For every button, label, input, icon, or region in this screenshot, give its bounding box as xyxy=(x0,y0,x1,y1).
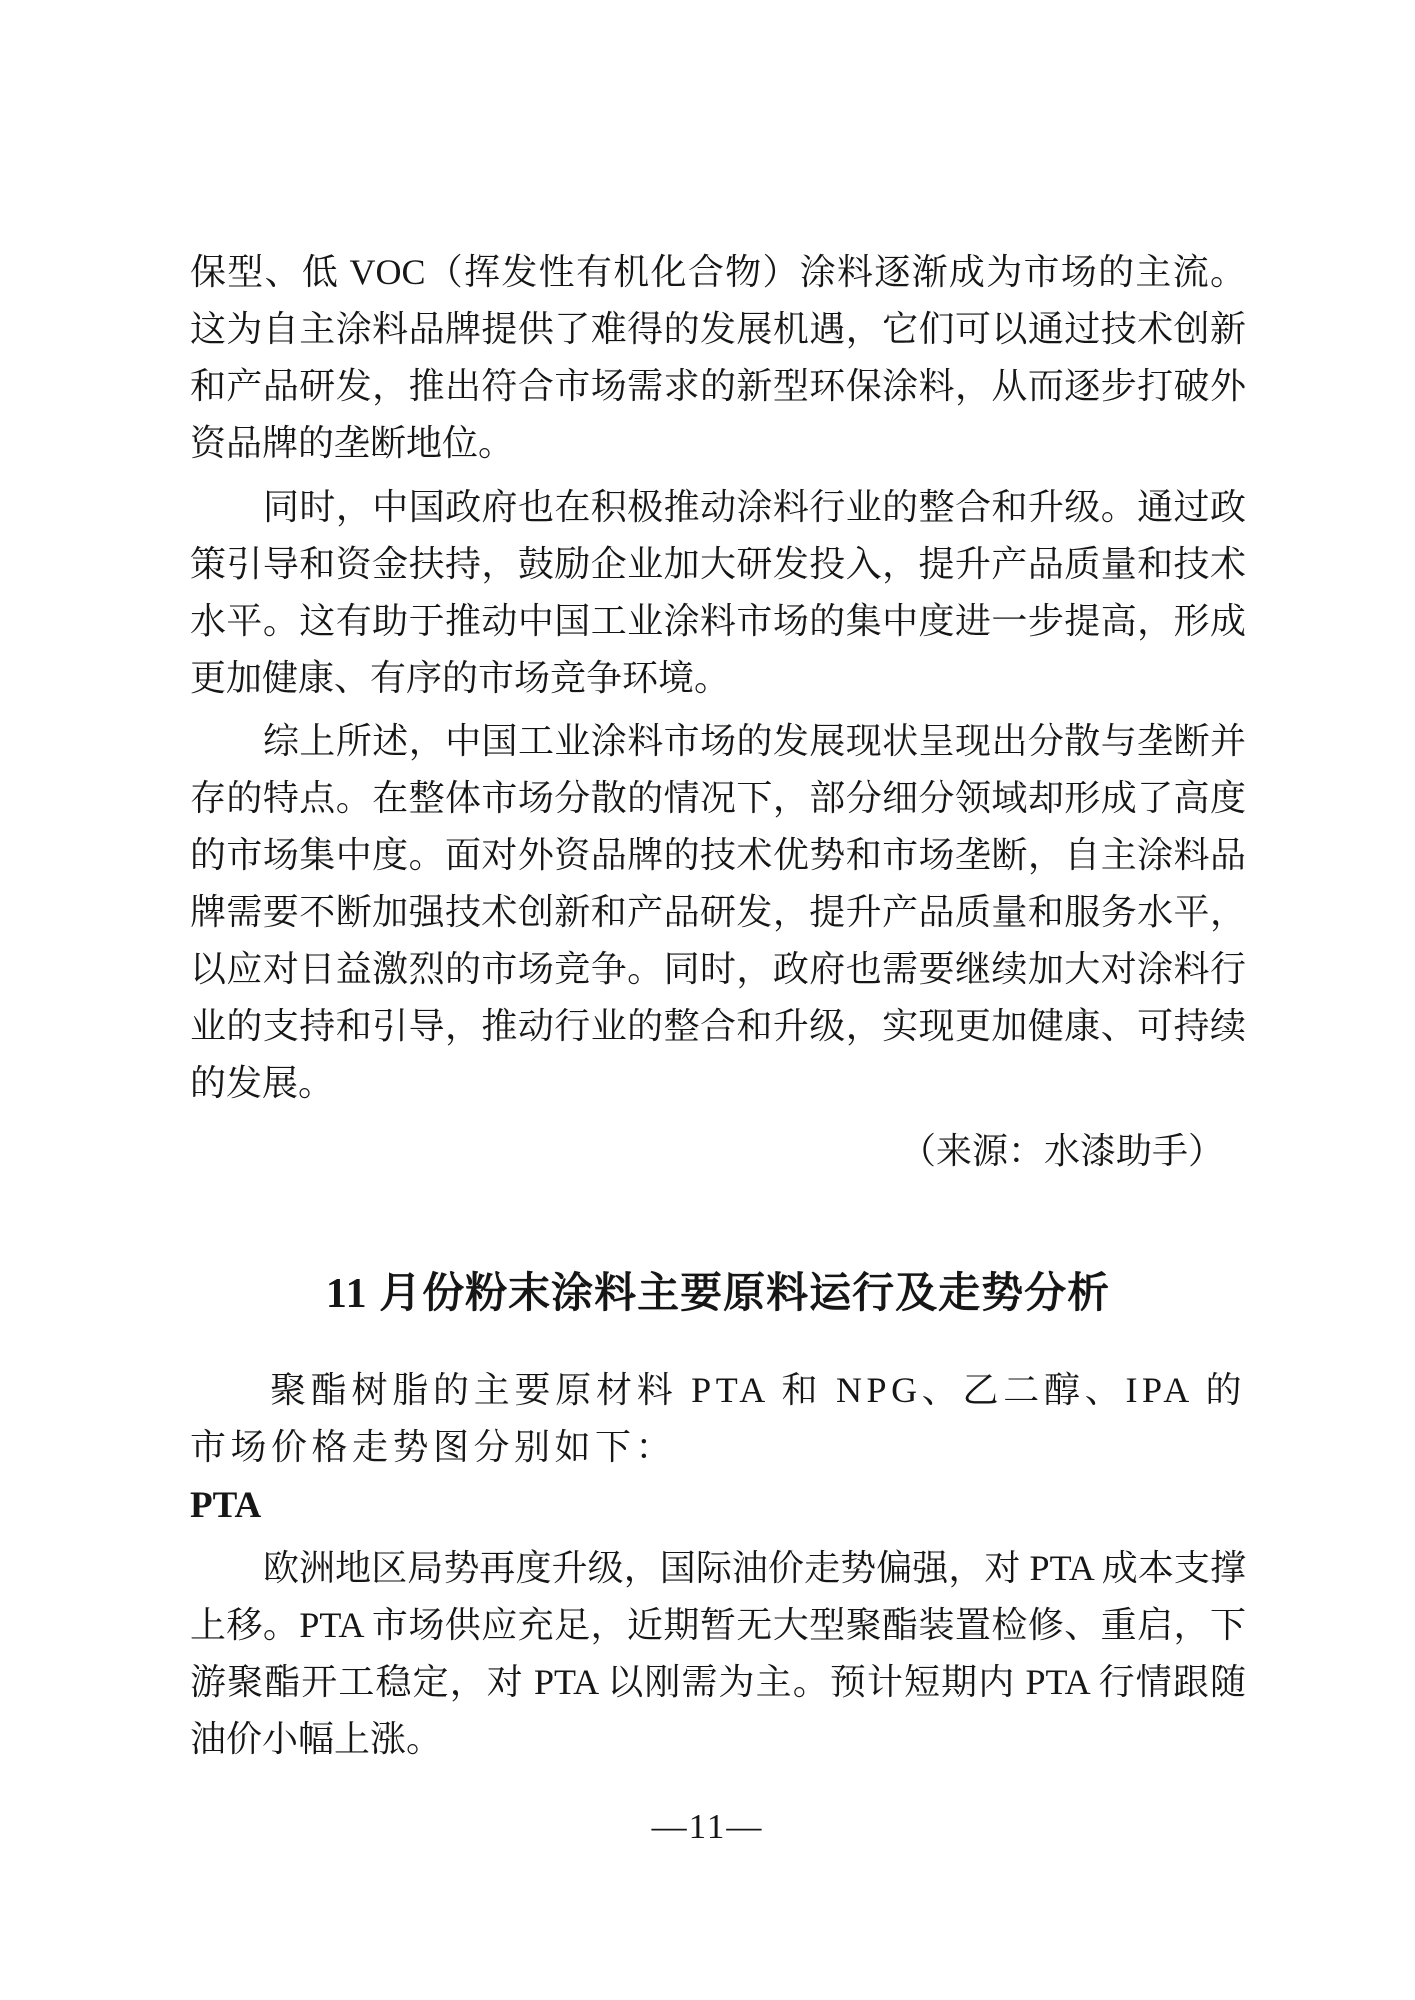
page-number: —11— xyxy=(651,1807,764,1846)
body-paragraph-3: 综上所述，中国工业涂料市场的发展现状呈现出分散与垄断并存的特点。在整体市场分散的情况下，部分细分领域却形成了高度的市场集中度。面对外资品牌的技术优势和市场垄断，自主涂料品牌需要不断加强技术创新和产品研发，提升产品质量和服务水平，以应对日益激烈的市场竞争。同时，政府也需要继续加大对涂料行业的支持和引导，推动行业的整合和升级，实现更加健康、可持续的发展。 xyxy=(190,721,1246,1103)
document-body xyxy=(190,244,1246,1768)
source-attribution: （来源：水漆助手） xyxy=(899,1131,1224,1171)
article-title: 11 月份粉末涂料主要原料运行及走势分析 xyxy=(325,1271,1111,1317)
body-paragraph-1: 保型、低 VOC（挥发性有机化合物）涂料逐渐成为市场的主流。这为自主涂料品牌提供了难得的发展机遇，它们可以通过技术创新和产品研发，推出符合市场需求的新型环保涂料，从而逐步打破外资品牌的垄断地位。 xyxy=(190,252,1246,463)
pta-section-body: 欧洲地区局势再度升级，国际油价走势偏强，对 PTA 成本支撑上移。PTA 市场供应充足，近期暂无大型聚酯装置检修、重启，下游聚酯开工稳定，对 PTA 以刚需为主。预计短期内 PTA 行情跟随油价小幅上涨。 xyxy=(190,1548,1246,1759)
body-paragraph-2: 同时，中国政府也在积极推动涂料行业的整合和升级。通过政策引导和资金扶持，鼓励企业加大研发投入，提升产品质量和技术水平。这有助于推动中国工业涂料市场的集中度进一步提高，形成更加健康、有序的市场竞争环境。 xyxy=(190,487,1246,698)
intro-paragraph: 聚酯树脂的主要原材料 PTA 和 NPG、乙二醇、IPA 的市场价格走势图分别如下： xyxy=(190,1370,1246,1467)
pta-section-label: PTA xyxy=(190,1485,262,1526)
